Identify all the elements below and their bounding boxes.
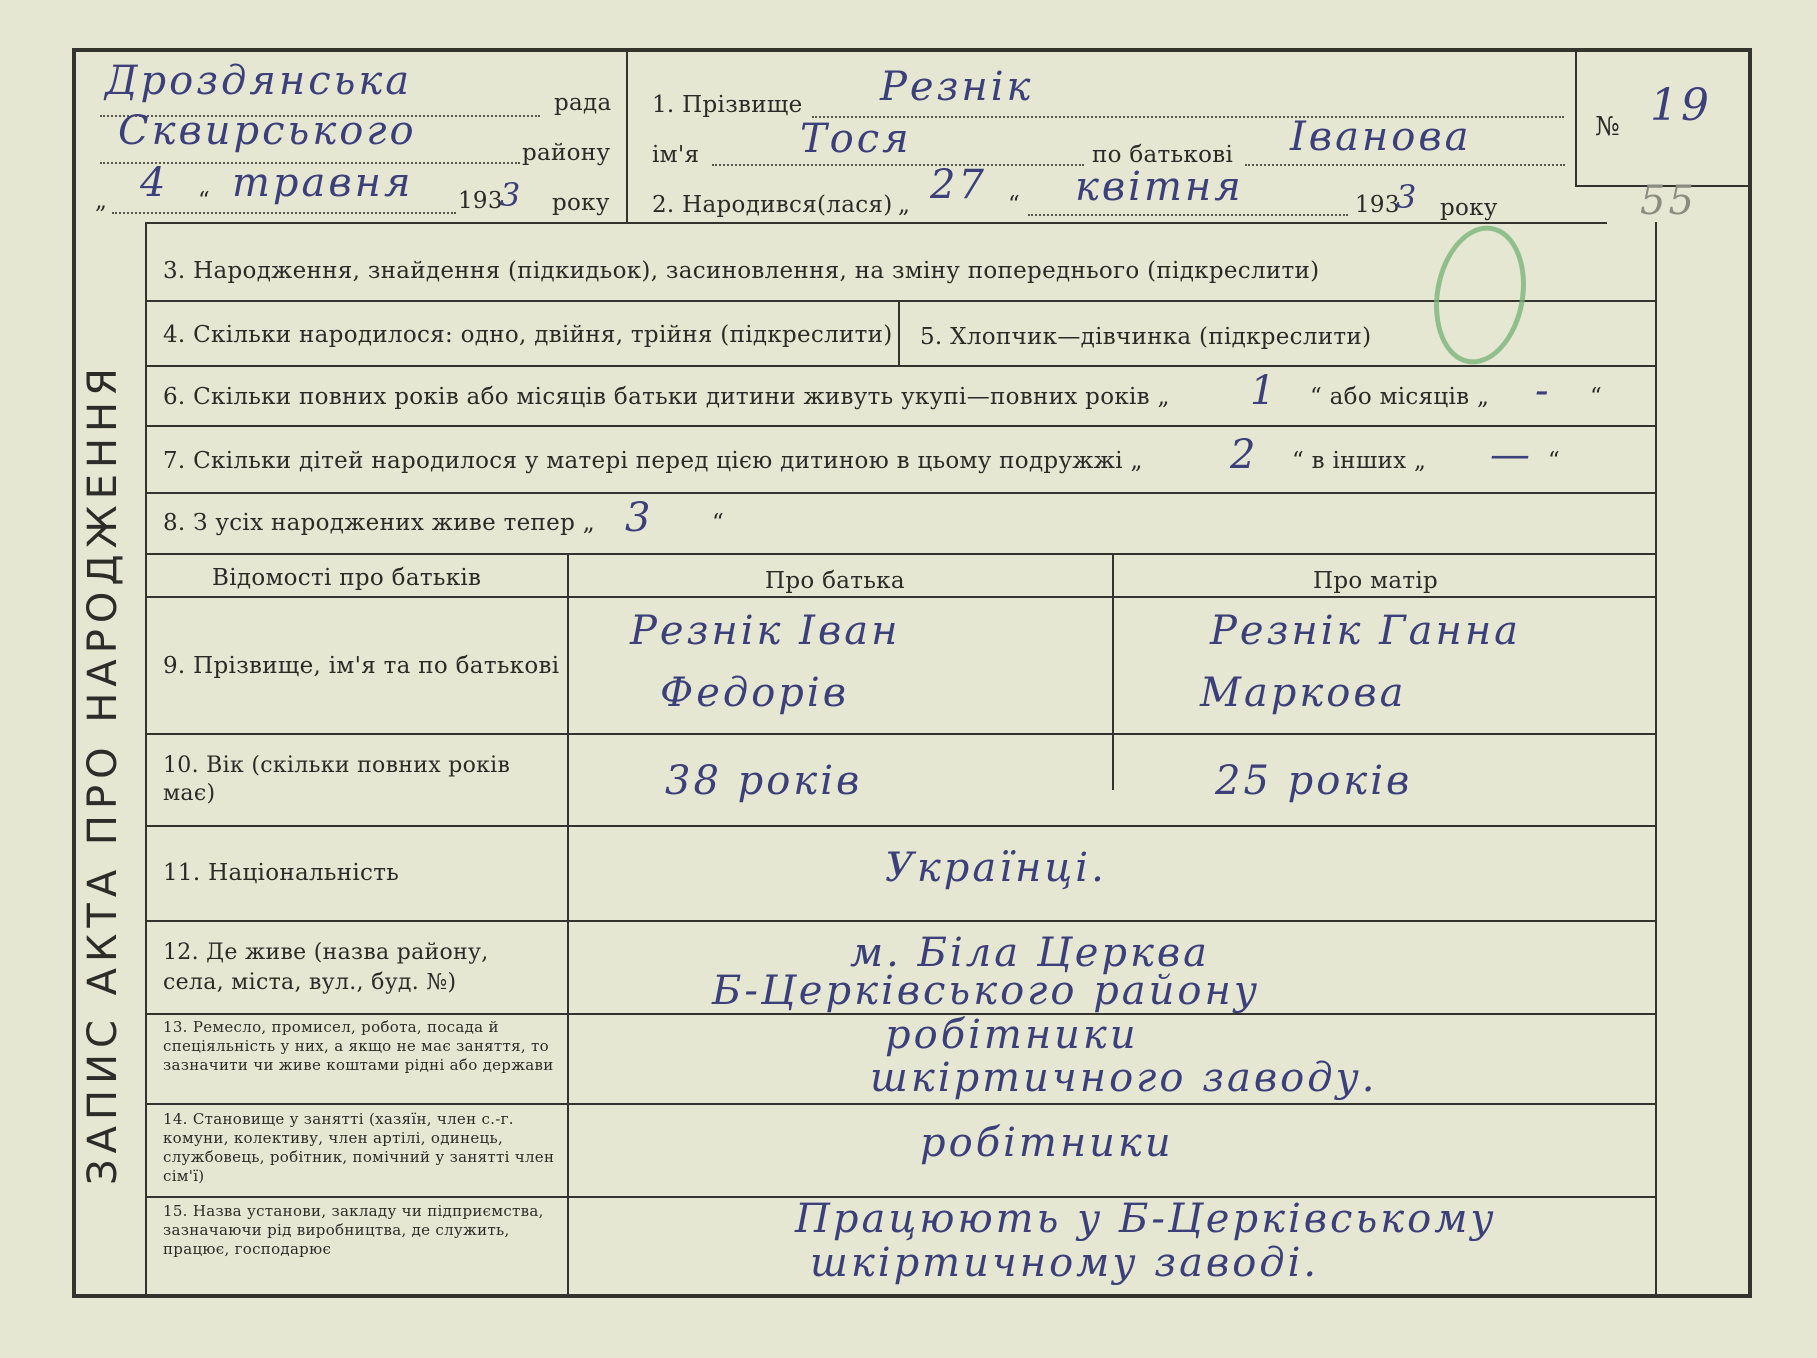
council-name: Дроздянська [105, 58, 413, 104]
row5-text: 5. Хлопчик—дівчинка (підкреслити) [920, 324, 1372, 350]
name-label: ім'я [652, 142, 700, 168]
born-year-prefix: 193 [1355, 192, 1400, 218]
row6-close-quote: “ [1590, 384, 1603, 410]
row4-text: 4. Скільки народилося: одно, двійня, трійня (підкреслити) [163, 322, 893, 348]
dots-born [1028, 214, 1348, 216]
number-box-divider [1575, 52, 1577, 187]
date-day: 4 [140, 160, 169, 206]
table-row-line-13 [145, 1103, 1655, 1105]
born-day: 27 [930, 162, 987, 208]
row13-value-line2: шкіртичного заводу. [870, 1055, 1378, 1101]
row8-count: 3 [625, 495, 654, 541]
record-number: 19 [1650, 80, 1712, 131]
row7-count: 2 [1230, 432, 1259, 478]
row6-years: 1 [1250, 368, 1279, 414]
child-surname: Резнік [880, 64, 1034, 110]
col-father-header: Про батька [765, 568, 905, 594]
row9-label: 9. Прізвище, ім'я та по батькові [163, 653, 560, 679]
side-title: ЗАПИС АКТА ПРО НАРОДЖЕННЯ [80, 362, 126, 1185]
row3-text: 3. Народження, знайдення (підкидьок), засиновлення, на зміну попереднього (підкреслити) [163, 258, 1320, 284]
date-year-label: року [552, 190, 610, 216]
row6-months-label: “ або місяців „ [1310, 384, 1490, 410]
row13-value-line1: робітники [885, 1012, 1139, 1058]
born-label: 2. Народився(лася) [652, 192, 893, 218]
district-label: району [522, 140, 611, 166]
dots-name [712, 164, 1084, 166]
council-label: рада [554, 90, 612, 116]
date-year-prefix: 193 [458, 188, 503, 214]
right-margin-line [1655, 222, 1657, 1294]
row11-value: Українці. [885, 845, 1107, 891]
header-divider [626, 52, 628, 222]
row8-text: 8. З усіх народжених живе тепер „ [163, 510, 595, 536]
row-line-6 [145, 425, 1655, 427]
surname-label: 1. Прізвище [652, 92, 803, 118]
table-row-line-10 [145, 825, 1655, 827]
table-col-line-2 [1112, 555, 1114, 790]
row9-father-line1: Резнік Іван [630, 608, 901, 654]
row10-label: 10. Вік (скільки повних років має) [163, 753, 511, 806]
row7-close-quote: “ [1548, 448, 1561, 474]
child-name: Тося [800, 116, 912, 162]
date-year-suffix: 3 [500, 176, 524, 214]
row8-close-quote: “ [712, 510, 725, 536]
child-patronymic: Іванова [1290, 114, 1472, 160]
row14-value: робітники [920, 1120, 1174, 1166]
row7-other: — [1490, 432, 1533, 478]
table-col-line-1 [567, 555, 569, 1294]
row10-mother: 25 років [1215, 758, 1413, 804]
date-open-quote: „ [95, 188, 108, 214]
row-line-3 [145, 300, 1655, 302]
row9-mother-line1: Резнік Ганна [1210, 608, 1522, 654]
row9-father-line2: Федорів [660, 670, 849, 716]
row-line-7 [145, 492, 1655, 494]
born-year-label: року [1440, 195, 1498, 221]
row11-label: 11. Національність [163, 860, 400, 886]
row12-value-line1: м. Біла Церква [850, 930, 1210, 976]
row15-value-line1: Працюють у Б-Церківському [795, 1196, 1497, 1242]
date-month: травня [232, 160, 414, 206]
col-mother-header: Про матір [1313, 568, 1439, 594]
table-row-line-11 [145, 920, 1655, 922]
born-year-suffix: 3 [1396, 178, 1420, 216]
row9-mother-line2: Маркова [1200, 670, 1407, 716]
row-line-8 [145, 553, 1655, 555]
side-title-divider [145, 222, 147, 1294]
row6-months: - [1535, 368, 1552, 414]
row7-text: 7. Скільки дітей народилося у матері перед цією дитиною в цьому подружжі „ [163, 448, 1143, 474]
row14-label: 14. Становище у занятті (хазяїн, член с.-г. комуни, колективу, член артілі, одинець, службовець, робітник, помічний у занятті член сім'ї) [163, 1110, 555, 1185]
archive-number: 55 [1640, 178, 1697, 224]
header-bottom-line [145, 222, 1607, 224]
dots-date [112, 212, 456, 214]
row4-divider [898, 302, 900, 365]
row15-label: 15. Назва установи, закладу чи підприємства, зазначаючи рід виробництва, де служить, працює, господарює [163, 1202, 544, 1258]
table-row-line-9 [145, 733, 1655, 735]
dots-patronymic [1245, 164, 1565, 166]
district-name: Сквирського [118, 108, 417, 154]
col-info-header: Відомості про батьків [212, 565, 482, 591]
row12-value-line2: Б-Церківського району [712, 968, 1261, 1014]
born-open-quote: „ [898, 192, 911, 218]
row7-other-label: “ в інших „ [1292, 448, 1427, 474]
patronymic-label: по батькові [1092, 142, 1234, 168]
record-number-label: № [1595, 112, 1620, 142]
born-month: квітня [1075, 164, 1244, 210]
row15-value-line2: шкіртичному заводі. [810, 1240, 1320, 1286]
table-head-line [145, 596, 1655, 598]
row6-text: 6. Скільки повних років або місяців батьки дитини живуть укупі—повних років „ [163, 384, 1170, 410]
row12-label: 12. Де живе (назва району, села, міста, вул., буд. №) [163, 940, 489, 995]
date-close-quote: “ [198, 188, 211, 214]
born-close-quote: “ [1008, 192, 1021, 218]
row-line-4 [145, 365, 1655, 367]
row10-father: 38 років [665, 758, 863, 804]
row13-label: 13. Ремесло, промисел, робота, посада й спеціяльність у них, а якщо не має заняття, то зазначити чи живе коштами рідні або держави [163, 1018, 554, 1074]
